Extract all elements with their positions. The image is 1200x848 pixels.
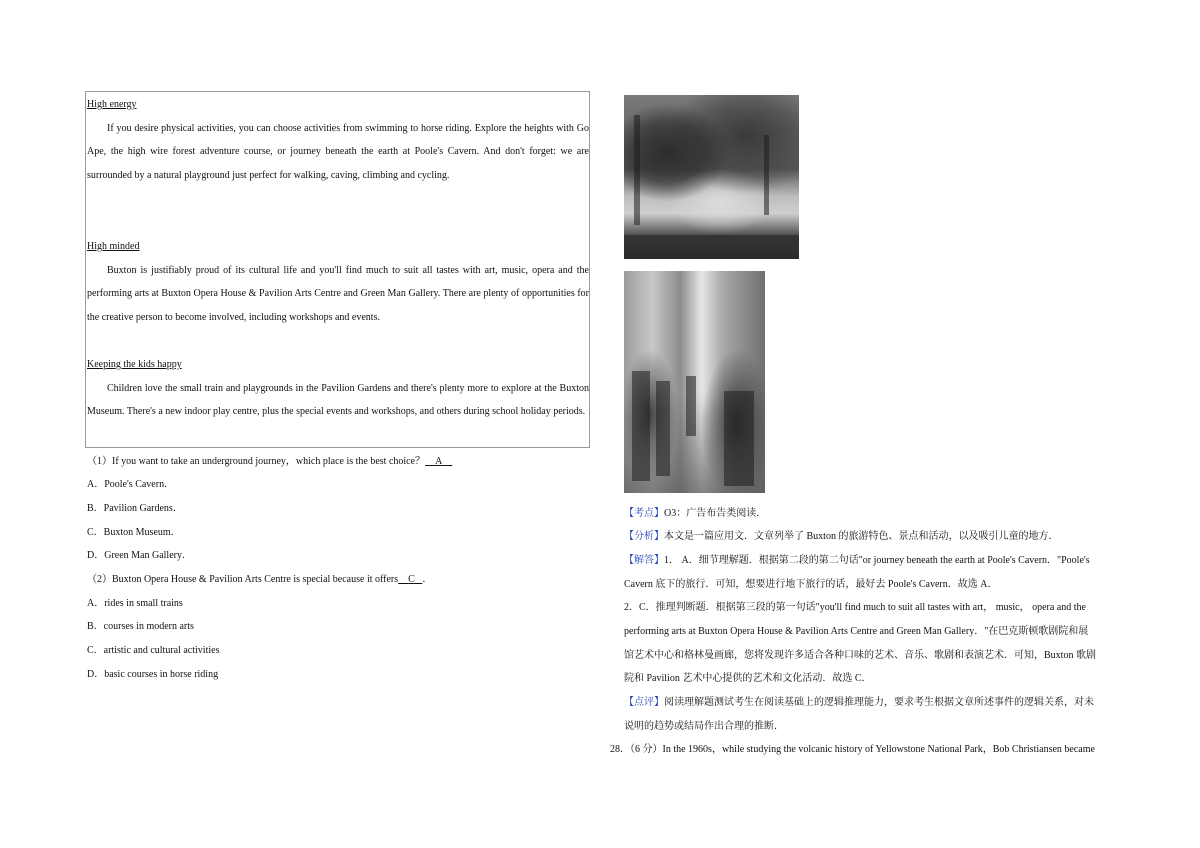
- question-stem-text: （2）Buxton Opera House & Pavilion Arts Centre is special because it offers: [87, 574, 399, 585]
- section-heading: High energy: [87, 99, 137, 110]
- jieda-text: 1． A．细节理解题．根据第二段的第二句话"or journey beneath the earth at Poole's Cavern．"Poole's: [664, 555, 1090, 566]
- section-text: Children love the small train and playgrounds in the Pavilion Gardens and there's plenty more to explore at the Buxton Museum. There's a new indoor play centre, plus the special events and workshops, and others during school holiday periods.: [87, 382, 589, 418]
- kaodian-tag: 【考点】: [624, 508, 664, 519]
- option: A．Poole's Cavern．: [87, 479, 175, 490]
- jieda-tag: 【解答】: [624, 555, 664, 566]
- question-1-stem: [87, 455, 452, 469]
- option: B．courses in modern arts: [87, 621, 194, 632]
- option: C．Buxton Museum．: [87, 527, 181, 538]
- kaodian-text: O3：广告布告类阅读．: [664, 508, 767, 519]
- section-heading: Keeping the kids happy: [87, 359, 182, 370]
- option: A．rides in small trains: [87, 598, 183, 609]
- passage-section-high-energy: [87, 93, 589, 187]
- park-photo: [624, 95, 799, 259]
- answer-letter: C: [408, 574, 415, 585]
- dianping-text: 阅读理解题测试考生在阅读基础上的逻辑推理能力，要求考生根据文章所述事件的逻辑关系，对未: [664, 697, 1094, 708]
- item2-line-4: 院和 Pavilion 艺术中心提供的艺术和文化活动．故选 C．: [624, 673, 872, 684]
- passage-section-kids: [87, 353, 589, 424]
- item2-line-2: performing arts at Buxton Opera House & Pavilion Arts Centre and Green Man Gallery．"在巴克斯顿歌剧院和展: [624, 626, 1089, 637]
- answer-blank: [425, 456, 452, 467]
- item2-line-1: 2．C．推理判断题．根据第三段的第一句话"you'll find much to suit all tastes with art， music， opera and the: [624, 602, 1086, 613]
- question-stem-text: （1）If you want to take an underground journey，which place is the best choice？: [87, 456, 426, 467]
- option: D．basic courses in horse riding: [87, 669, 219, 680]
- street-photo: [624, 271, 765, 493]
- fenxi-tag: 【分析】: [624, 531, 664, 542]
- passage-section-high-minded: [87, 235, 589, 329]
- question-2-stem: [87, 573, 432, 587]
- jieda-line-2: Cavern 底下的旅行．可知，想要进行地下旅行的话，最好去 Poole's Cavern．故选 A．: [624, 579, 998, 590]
- section-text: Buxton is justifiably proud of its cultural life and you'll find much to suit all tastes with art, music, opera and the performing arts at Buxton Opera House & Pavilion Arts Centre and Green Man Gallery. There are plenty of opportunities for the creative person to become involved, including workshops and events.: [87, 264, 589, 323]
- stem-tail: ．: [422, 574, 433, 585]
- fenxi-text: 本文是一篇应用文．文章列举了 Buxton 的旅游特色、景点和活动，以及吸引儿童的地方．: [664, 531, 1059, 542]
- option: C．artistic and cultural activities: [87, 645, 220, 656]
- dianping-line-1: [624, 696, 1128, 710]
- dianping-tag: 【点评】: [624, 697, 664, 708]
- dianping-line-2: 说明的趋势或结局作出合理的推断．: [624, 721, 784, 732]
- jieda-line-1: [624, 554, 1128, 568]
- section-heading: High minded: [87, 241, 140, 252]
- fenxi-line: [624, 530, 1128, 544]
- option: D．Green Man Gallery．: [87, 550, 192, 561]
- kaodian-line: [624, 507, 1128, 521]
- question-28-stem: 28．（6 分）In the 1960s，while studying the volcanic history of Yellowstone National Park，Bob Christiansen became: [610, 744, 1095, 755]
- item2-line-3: 馆艺术中心和格林曼画廊，您将发现许多适合各种口味的艺术、音乐、歌剧和表演艺术．可知，Buxton 歌剧: [624, 650, 1096, 661]
- answer-blank: [398, 574, 422, 585]
- section-text: If you desire physical activities, you can choose activities from swimming to horse riding. Explore the heights with Go Ape, the high wire forest adventure course, or journey beneath the earth at Poole's Cavern. And don't forget: we are surrounded by a natural playground just perfect for walking, caving, climbing and cycling.: [87, 122, 589, 181]
- answer-letter: A: [435, 456, 443, 467]
- option: B．Pavilion Gardens．: [87, 503, 183, 514]
